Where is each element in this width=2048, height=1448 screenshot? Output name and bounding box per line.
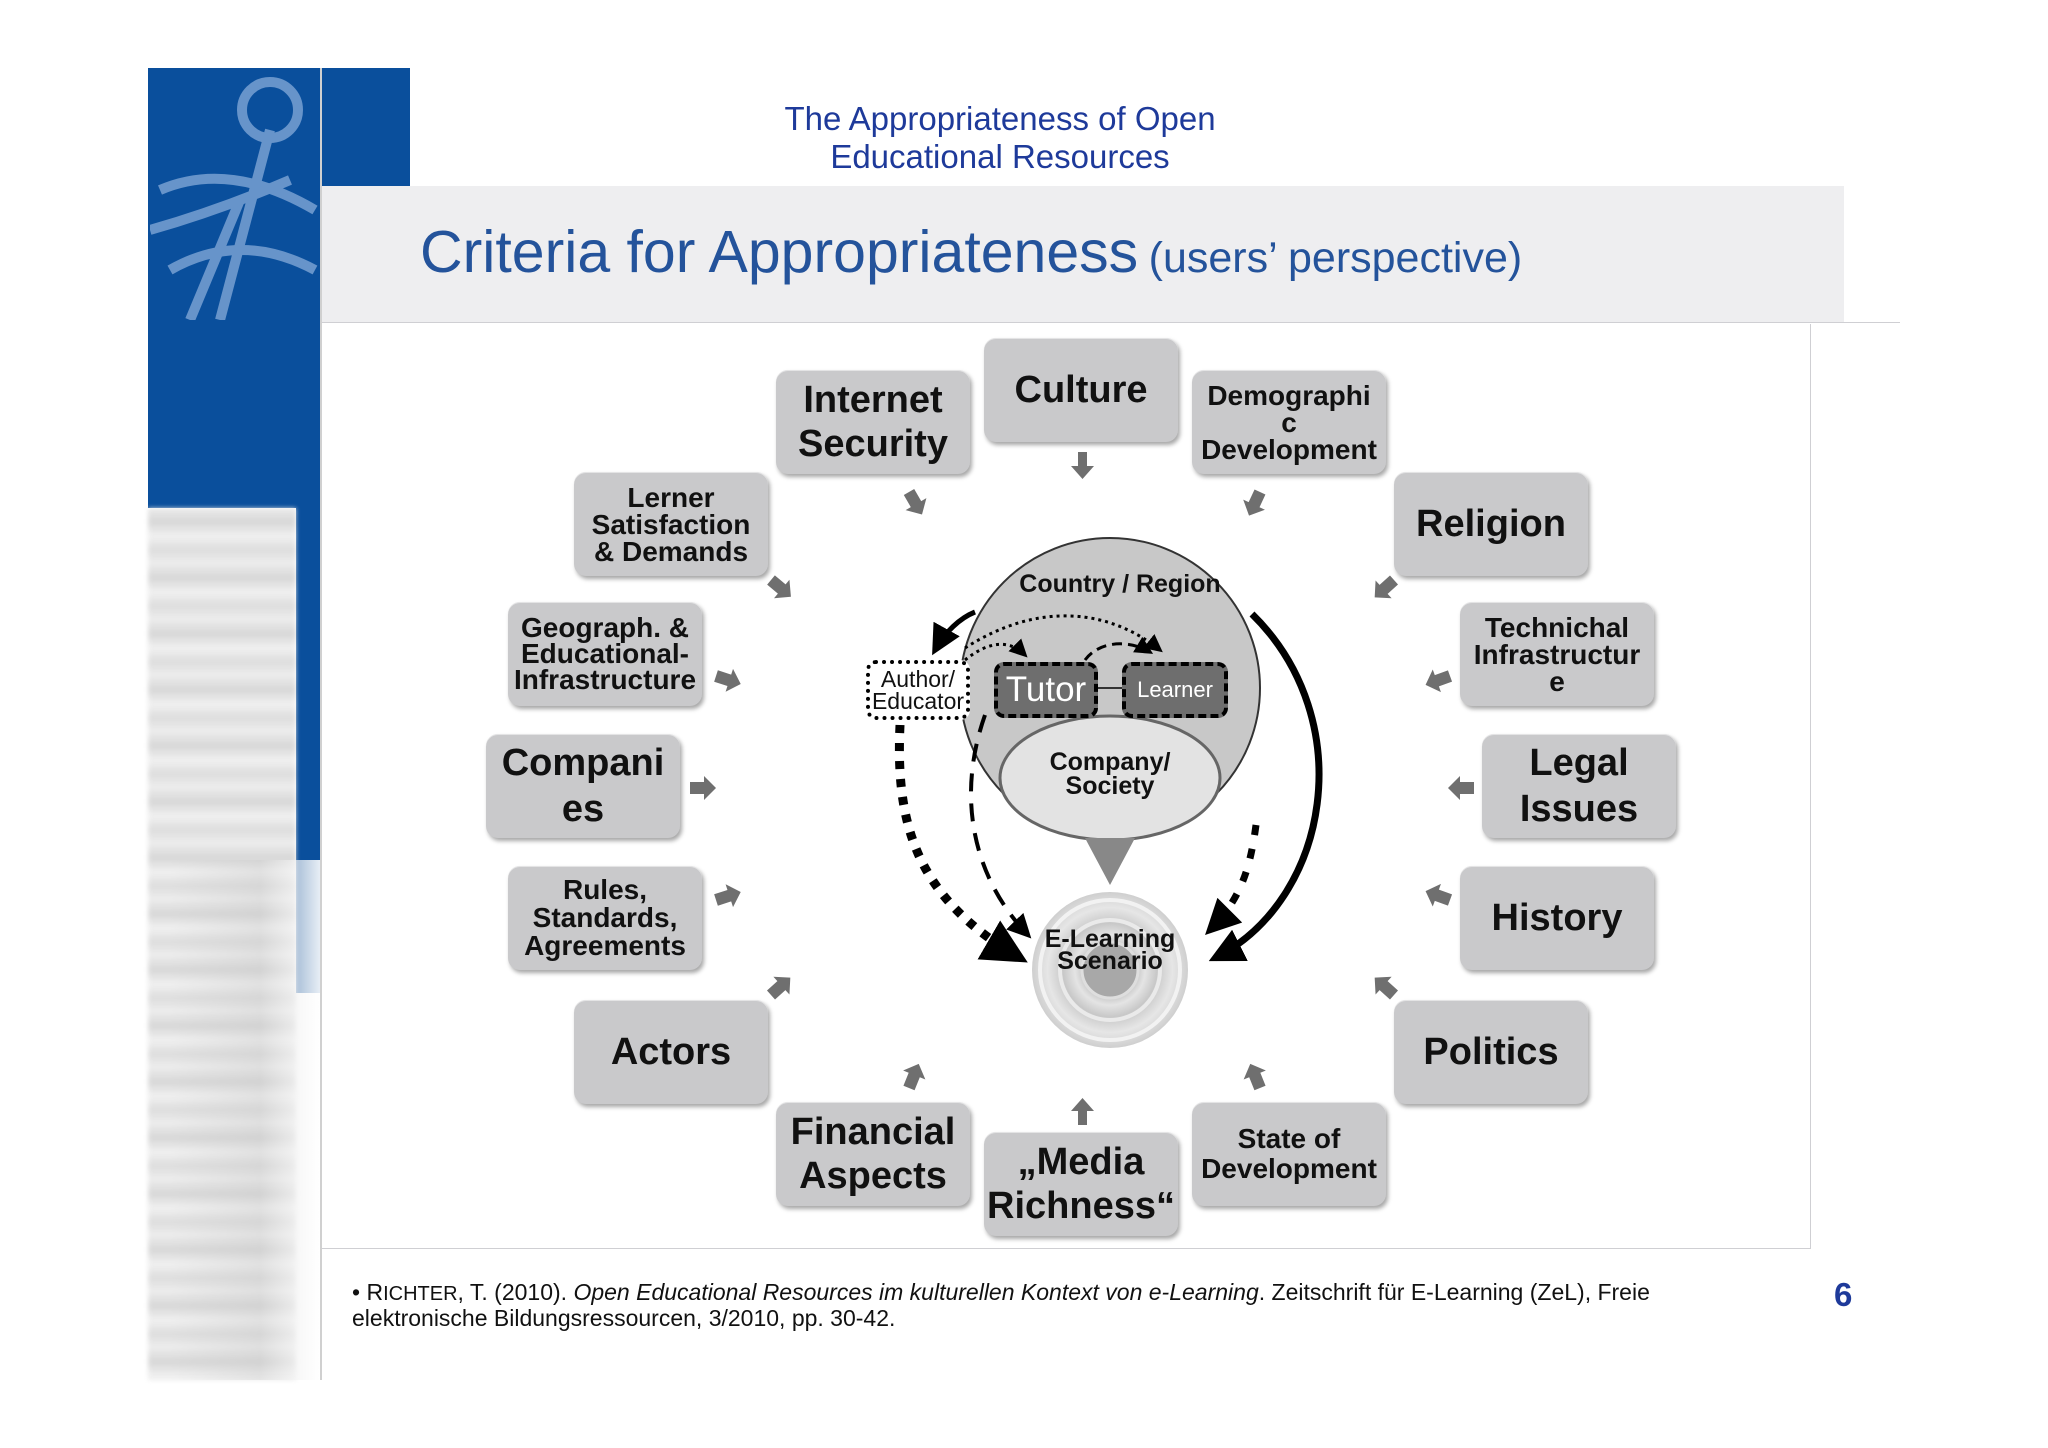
factor-politics: Politics (1394, 1000, 1588, 1104)
arrow-rules (712, 881, 744, 912)
dotted-flow-arrow-right (1210, 825, 1256, 930)
slide-title-sub: (users’ perspective) (1148, 234, 1523, 282)
tutor-label: Tutor (1005, 670, 1087, 709)
arrow-culture (1071, 452, 1094, 479)
author-educator-box (866, 660, 970, 720)
factor-financial-aspects: Financial Aspects (776, 1102, 970, 1206)
factor-lerner-satisfaction: Lerner Satisfaction & Demands (574, 472, 768, 576)
arrow-lerner-satisfaction (763, 571, 798, 606)
factor-state-of-development: State of Development (1192, 1102, 1386, 1206)
factor-demographic-development: Demographi c Development (1192, 370, 1386, 474)
factor-rules-standards: Rules, Standards, Agreements (508, 866, 702, 970)
factor-companies: Compani es (486, 734, 680, 838)
factor-religion: Religion (1394, 472, 1588, 576)
arrow-religion (1367, 571, 1402, 606)
arrow-politics (1367, 969, 1402, 1004)
slide-title-main: Criteria for Appropriateness (420, 219, 1139, 285)
citation-author-smallcaps: ICHTER (383, 1283, 458, 1305)
factor-legal-issues: Legal Issues (1482, 734, 1676, 838)
citation-bullet: • (352, 1279, 361, 1305)
presentation-title: The Appropriateness of Open Educational Resources (784, 100, 1216, 175)
funnel-pointer (1085, 838, 1135, 885)
elearning-scenario-label: E-Learning Scenario (1044, 925, 1176, 975)
country-region-label: Country / Region (1019, 570, 1221, 598)
arrow-state-of-development (1239, 1059, 1271, 1092)
arrow-technical (1421, 665, 1454, 696)
arrow-companies (690, 776, 716, 800)
page-number: 6 (1834, 1276, 1853, 1313)
arrow-demographic (1238, 487, 1271, 521)
company-society-label: Company/ Society (1049, 748, 1171, 800)
arrow-media-richness (1071, 1098, 1094, 1125)
arrow-financial (898, 1059, 930, 1092)
factor-geograph-infrastructure: Geograph. & Educational- Infrastructure (508, 602, 702, 706)
citation (352, 1280, 1752, 1330)
learner-label: Learner (1137, 677, 1213, 702)
arrow-history (1421, 880, 1454, 911)
arrow-actors (763, 969, 798, 1004)
arrow-internet-security (899, 486, 933, 521)
learner-box (1122, 662, 1228, 718)
citation-author-initial: R (366, 1279, 384, 1305)
factor-culture: Culture (984, 338, 1178, 442)
factor-technical-infrastructure: Technichal Infrastructur e (1460, 602, 1654, 706)
citation-author-tail: , T. (2010). (457, 1279, 574, 1305)
citation-work-title: Open Educational Resources im kulturellen Kontext von e-Learning (573, 1279, 1259, 1305)
author-educator-label: Author/ Educator (871, 666, 965, 714)
arrow-geograph (712, 665, 744, 696)
factor-history: History (1460, 866, 1654, 970)
citation-details: . Zeitschrift für E-Learning (ZeL), Freie elektronische Bildungsressourcen, 3/2010, pp. 30-42. (352, 1279, 1650, 1331)
factor-actors: Actors (574, 1000, 768, 1104)
arrow-legal (1448, 776, 1474, 800)
factor-media-richness: „Media Richness“ (984, 1132, 1178, 1236)
factor-internet-security: Internet Security (776, 370, 970, 474)
tutor-box (994, 662, 1098, 718)
